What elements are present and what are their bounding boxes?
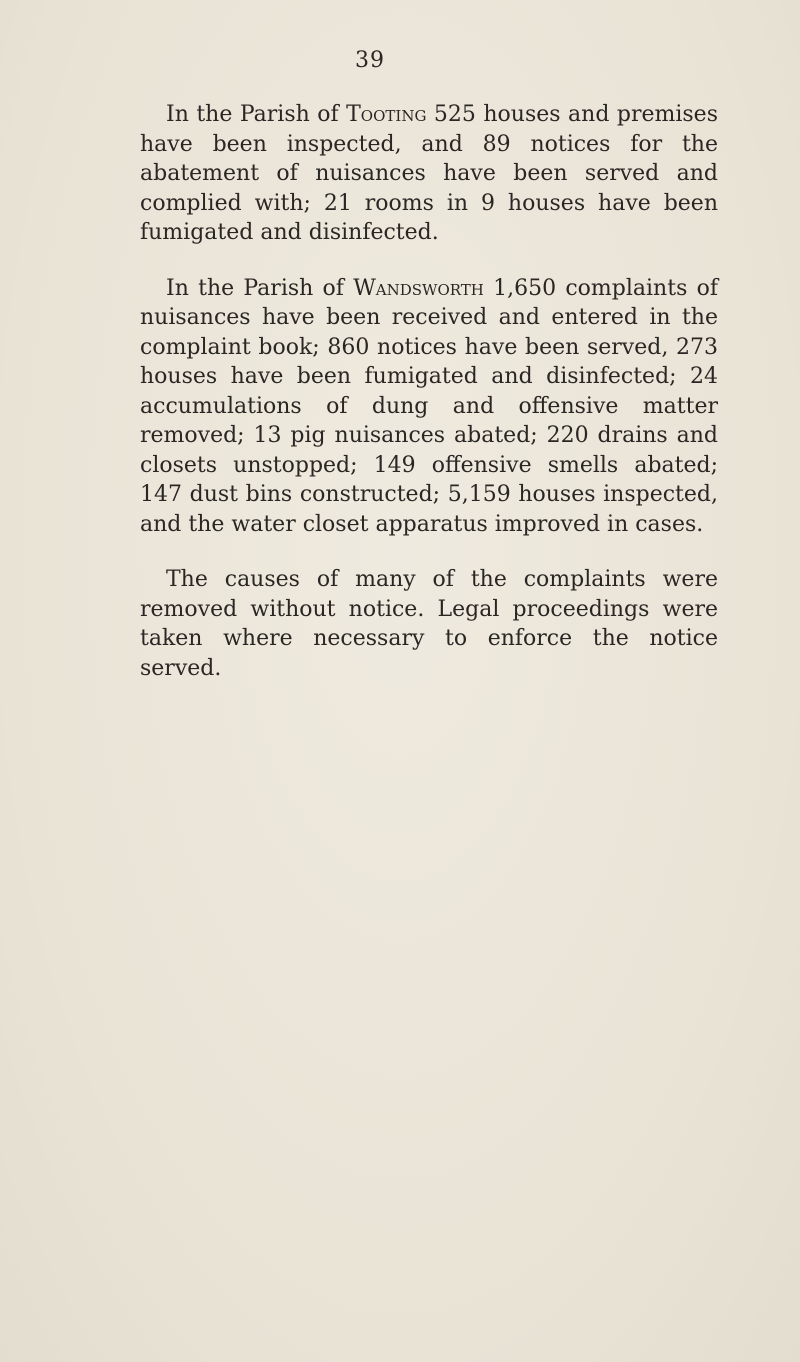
body-text — [140, 100, 718, 709]
paragraph-tooting — [140, 100, 718, 248]
paragraph-lead: In the Parish of — [166, 275, 354, 301]
parish-name-tooting: Tooting — [346, 102, 427, 127]
paragraph-body: 1,650 complaints of nuisances have been received and entered in the complaint book; 860 notices have been served, 273 houses have been fumigated and disinfected; 24 accumulations of dung and offensive matter removed; 13 pig nuisances abated; 220 drains and closets unstopped; 149 offensive smells abated; 147 dust bins constructed; 5,159 houses inspected, and the water closet apparatus improved in cases. — [140, 275, 718, 537]
parish-name-wandsworth: Wandsworth — [353, 275, 484, 301]
paragraph-complaints: The causes of many of the complaints were removed without notice. Legal proceedings were taken where necessary to enforce the notice served. — [140, 567, 718, 681]
paragraph-wandsworth — [140, 274, 718, 540]
page-number: 39 — [355, 48, 385, 73]
paragraph-lead: In the Parish of — [166, 102, 347, 127]
paragraph-body: 525 houses and premises have been inspected, and 89 notices for the abatement of nuisances have been served and complied with; 21 rooms in 9 houses have been fumigated and disinfected. — [140, 102, 718, 245]
